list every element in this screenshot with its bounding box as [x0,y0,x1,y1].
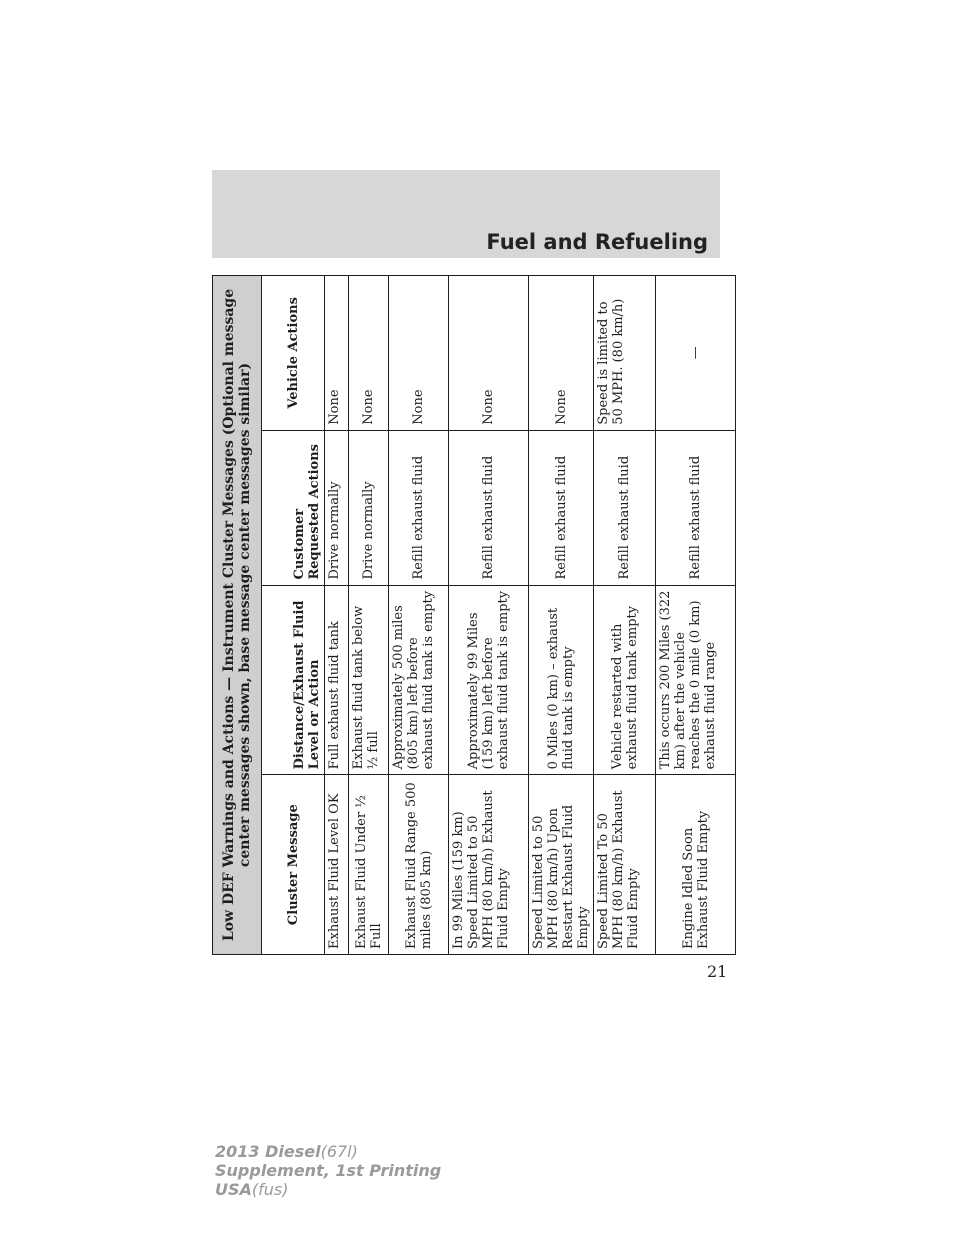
rotated-table-container [212,275,718,955]
table-row [529,276,594,955]
table-cell: Refill exhaust fluid [389,430,449,585]
table-cell: Refill exhaust fluid [594,430,656,585]
table-row [325,276,349,955]
column-header: Customer Requested Actions [262,430,325,585]
table-title-row [213,276,262,955]
table-row [656,276,736,955]
table-cell: Speed Limited To 50 MPH (80 km/h) Exhaust Fluid Empty [594,775,656,955]
table-cell: Approximately 99 Miles (159 km) left before exhaust fluid tank is empty [449,585,529,775]
table-title: Low DEF Warnings and Actions — Instrument Cluster Messages (Optional message center messages shown, base message center messages similar) [213,276,262,955]
table-cell: Engine Idled Soon Exhaust Fluid Empty [656,775,736,955]
table-cell: Refill exhaust fluid [449,430,529,585]
footer-print-info [215,1142,441,1199]
table-cell: — [656,276,736,431]
table-cell: None [529,276,594,431]
table-cell: 0 Miles (0 km) – exhaust fluid tank is empty [529,585,594,775]
table-cell: Exhaust Fluid Under ½ Full [349,775,389,955]
table-cell: Refill exhaust fluid [529,430,594,585]
table-cell: Refill exhaust fluid [656,430,736,585]
page-number: 21 [707,962,728,981]
table-cell: Exhaust Fluid Range 500 miles (805 km) [389,775,449,955]
rotated-table [212,275,718,955]
section-title: Fuel and Refueling [486,230,708,254]
footer-printing: Supplement, 1st Printing [215,1161,442,1180]
footer-model-code: (67l) [320,1142,358,1161]
table-header-row [262,276,325,955]
table-cell: This occurs 200 Miles (322 km) after the vehicle reaches the 0 mile (0 km) exhaust fluid range [656,585,736,775]
table-cell: None [389,276,449,431]
table-cell: In 99 Miles (159 km) Speed Limited to 50 MPH (80 km/h) Exhaust Fluid Empty [449,775,529,955]
footer-line [215,1161,441,1180]
table-cell: None [325,276,349,431]
table-cell: Vehicle restarted with exhaust fluid tank empty [594,585,656,775]
table-row [389,276,449,955]
table-cell: Speed Limited to 50 MPH (80 km/h) Upon Restart Exhaust Fluid Empty [529,775,594,955]
footer-market-code: (fus) [251,1180,289,1199]
footer-model: 2013 Diesel [215,1142,321,1161]
table-cell: None [449,276,529,431]
table-cell: Exhaust fluid tank below ½ full [349,585,389,775]
table-cell: Speed is limited to 50 MPH. (80 km/h) [594,276,656,431]
table-cell: Exhaust Fluid Level OK [325,775,349,955]
table-cell: Full exhaust fluid tank [325,585,349,775]
table-cell: Approximately 500 miles (805 km) left before exhaust fluid tank is empty [389,585,449,775]
table-row [449,276,529,955]
footer-line [215,1142,441,1161]
column-header: Vehicle Actions [262,276,325,431]
def-warnings-table [212,275,736,955]
footer-line [215,1180,441,1199]
table-cell: None [349,276,389,431]
table-cell: Drive normally [349,430,389,585]
column-header: Cluster Message [262,775,325,955]
column-header: Distance/Exhaust Fluid Level or Action [262,585,325,775]
table-cell: Drive normally [325,430,349,585]
table-row [349,276,389,955]
table-row [594,276,656,955]
footer-market: USA [215,1180,252,1199]
